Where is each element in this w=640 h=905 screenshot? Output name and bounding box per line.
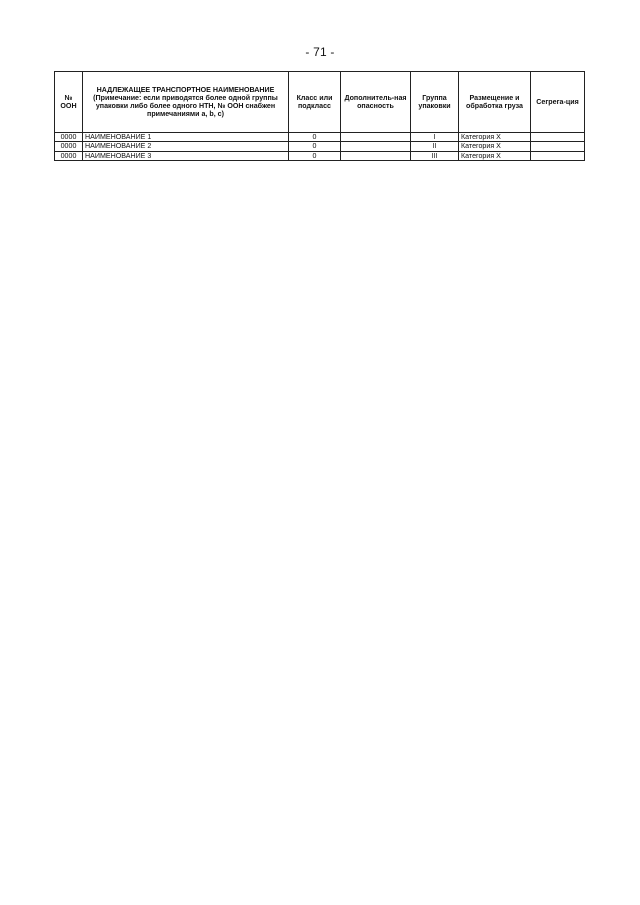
cell-cls: 0 — [289, 142, 341, 151]
cell-seg — [531, 133, 585, 142]
cell-cls: 0 — [289, 151, 341, 160]
cell-stow: Категория X — [459, 133, 531, 142]
table-row — [55, 151, 585, 160]
cell-cls: 0 — [289, 133, 341, 142]
cell-un: 0000 — [55, 133, 83, 142]
cell-name: НАИМЕНОВАНИЕ 2 — [83, 142, 289, 151]
cell-stow: Категория X — [459, 151, 531, 160]
header-proper-shipping-name-note: (Примечание: если приводятся более одной группы упаковки либо более одного НТН, № ООН снабжен примечаниями a, b, c) — [93, 93, 278, 119]
header-subsidiary-risk: Дополнитель-ная опасность — [341, 72, 411, 133]
table-body — [55, 133, 585, 161]
cell-name: НАИМЕНОВАНИЕ 1 — [83, 133, 289, 142]
cell-stow: Категория X — [459, 142, 531, 151]
header-proper-shipping-name-title: НАДЛЕЖАЩЕЕ ТРАНСПОРТНОЕ НАИМЕНОВАНИЕ — [96, 85, 275, 94]
page-number: - 71 - — [305, 45, 335, 59]
header-stowage-handling: Размещение и обработка груза — [459, 72, 531, 133]
cell-name: НАИМЕНОВАНИЕ 3 — [83, 151, 289, 160]
cell-pg: I — [411, 133, 459, 142]
table-header-row — [55, 72, 585, 133]
cell-sub — [341, 133, 411, 142]
header-segregation: Сегрега-ция — [531, 72, 585, 133]
cell-sub — [341, 151, 411, 160]
dangerous-goods-table-wrap — [54, 71, 584, 161]
header-proper-shipping-name — [83, 72, 289, 133]
cell-un: 0000 — [55, 142, 83, 151]
cell-seg — [531, 151, 585, 160]
table-row — [55, 133, 585, 142]
cell-pg: III — [411, 151, 459, 160]
cell-pg: II — [411, 142, 459, 151]
table-row — [55, 142, 585, 151]
cell-un: 0000 — [55, 151, 83, 160]
cell-sub — [341, 142, 411, 151]
cell-seg — [531, 142, 585, 151]
header-un-number: № ООН — [55, 72, 83, 133]
dangerous-goods-table — [54, 71, 585, 161]
header-class: Класс или подкласс — [289, 72, 341, 133]
header-packing-group: Группа упаковки — [411, 72, 459, 133]
